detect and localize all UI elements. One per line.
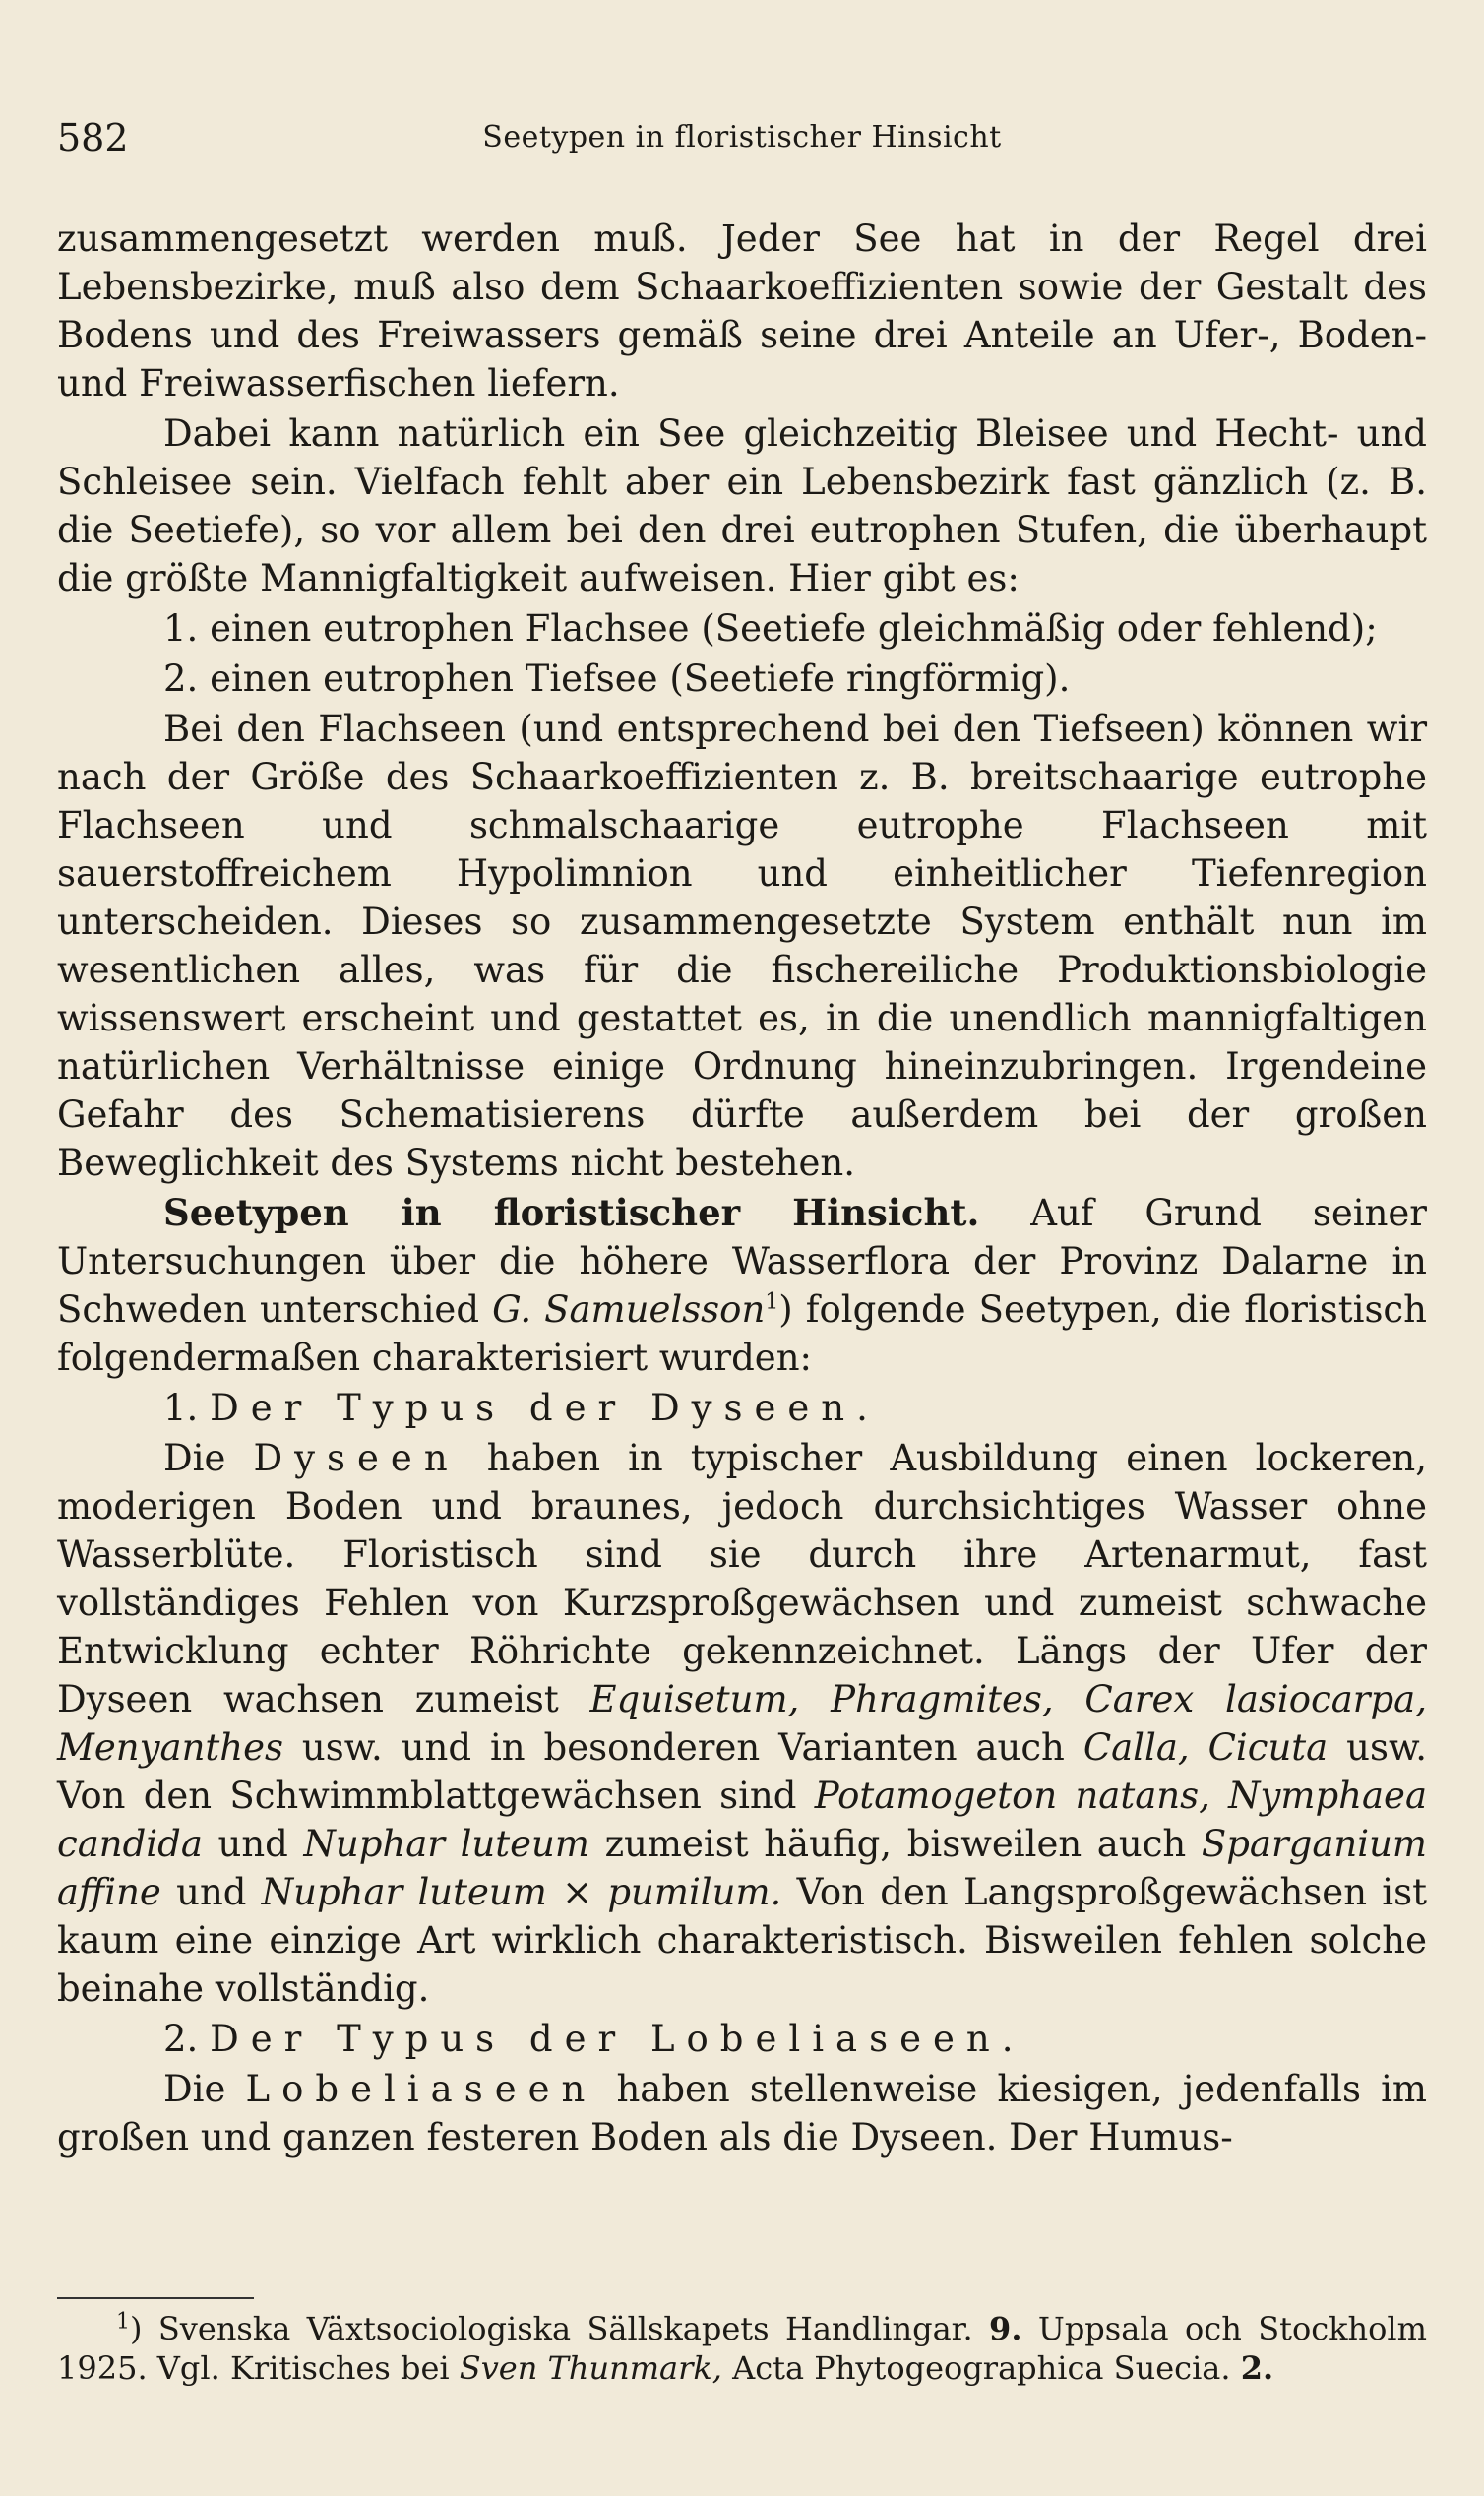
type-title: Der Typus der Dyseen. [210, 1387, 880, 1429]
text-run: Die [163, 1437, 254, 1479]
text-run: Uppsala och Stockholm 1925. Vgl. Kritisches bei [57, 2310, 1428, 2387]
footnote-divider [57, 2297, 254, 2299]
paragraph: Dabei kann natürlich ein See gleichzeitig Bleisee und Hecht- und Schleisee sein. Vielfach fehlt aber ein Lebensbezirk fast gänzlich (z. B. die Seetiefe), so vor allem bei den drei eutrophen Stufen, die überhaupt die größte Mannigfaltigkeit aufweisen. Hier gibt es: [57, 412, 1427, 599]
author-name: Sven Thunmark, [459, 2349, 722, 2387]
main-text [57, 215, 1427, 2163]
text-run: und [202, 1823, 304, 1865]
species-names: Equisetum, Phragmites, Carex lasiocarpa, Menyanthes [57, 1678, 1427, 1769]
paragraph [57, 2065, 1427, 2161]
subheading [57, 1384, 1427, 1432]
text-run: Die [163, 2068, 246, 2110]
text-run: usw. Von den Schwimmblattgewächsen sind [57, 1726, 1427, 1817]
paragraph [57, 1434, 1427, 2013]
species-names: Sparganium affine [57, 1823, 1427, 1913]
paragraph: Bei den Flachseen (und entsprechend bei den Tiefseen) können wir nach der Größe des Schaarkoeffizienten z. B. breitschaarige eutrophe Flachseen und schmalschaarige eutrophe Flachseen mit sauerstoffreichem Hypolimnion und einheitlicher Tiefenregion unterscheiden. Dieses so zusammengesetzte System enthält nun im wesentlichen alles, was für die fischereiliche Produktionsbiologie wissenswert erscheint und gestattet es, in die unendlich mannigfaltigen natürlichen Verhältnisse einige Ordnung hineinzubringen. Irgendeine Gefahr des Schematisierens dürfte außerdem bei der großen Beweglichkeit des Systems nicht bestehen. [57, 708, 1427, 1184]
list-item: 1. einen eutrophen Flachsee (Seetiefe gleichmäßig oder fehlend); [163, 607, 1378, 650]
paragraph: zusammengesetzt werden muß. Jeder See hat in der Regel drei Lebensbezirke, muß also dem Schaarkoeffizienten sowie der Gestalt des Bodens und des Freiwassers gemäß seine drei Anteile an Ufer-, Boden- und Freiwasserfischen liefern. [57, 218, 1427, 405]
subheading [57, 2015, 1427, 2063]
text-run: zumeist häufig, bisweilen auch [588, 1823, 1202, 1865]
list-item: 2. einen eutrophen Tiefsee (Seetiefe ringförmig). [163, 657, 1071, 700]
section-heading: Seetypen in floristischer Hinsicht. [163, 1191, 980, 1234]
item-number: 1. [163, 1387, 211, 1429]
text-run: ) Svenska Växtsociologiska Sällskapets Handlingar. [130, 2310, 990, 2347]
species-names: Calla, Cicuta [1082, 1726, 1329, 1769]
text-run: Von den Langsproßgewächsen ist kaum eine einzige Art wirklich charakteristisch. Bisweilen fehlen solche beinahe vollständig. [57, 1871, 1427, 2010]
text-run: Acta Phytogeographica Suecia. [721, 2349, 1241, 2387]
running-head: Seetypen in floristischer Hinsicht [482, 120, 1002, 155]
text-run: und [160, 1871, 262, 1913]
footnote-marker: 1 [116, 2309, 130, 2335]
text-run: haben in typischer Ausbildung einen lockeren, moderigen Boden und braunes, jedoch durchsichtiges Wasser ohne Wasserblüte. Floristisch sind sie durch ihre Artenarmut, fast vollständiges Fehlen von Kurzsproßgewächsen und zumeist schwache Entwicklung echter Röhrichte gekennzeichnet. Längs der Ufer der Dyseen wachsen zumeist [57, 1437, 1427, 1720]
spaced-term: Lobeliaseen [245, 2068, 597, 2110]
text-run: ) folgende Seetypen, die floristisch folgendermaßen charakterisiert wurden: [57, 1288, 1427, 1379]
text-run: Auf Grund seiner Untersuchungen über die höhere Wasserflora der Provinz Dalarne in Schweden unterschied [57, 1192, 1427, 1331]
footnote-ref: 1 [765, 1289, 779, 1315]
paragraph [57, 1189, 1427, 1382]
species-names: Nuphar luteum [303, 1823, 589, 1865]
text-run: haben stellenweise kiesigen, jedenfalls im großen und ganzen festeren Boden als die Dyseen. Der Humus- [57, 2068, 1428, 2158]
volume-number: 2. [1240, 2349, 1274, 2387]
spaced-term: Dyseen [253, 1437, 460, 1479]
volume-number: 9. [989, 2310, 1022, 2347]
type-title: Der Typus der Lobeliaseen. [210, 2018, 1025, 2060]
author-name: G. Samuelsson [492, 1288, 766, 1331]
item-number: 2. [163, 2018, 211, 2060]
footnote [57, 2309, 1427, 2388]
page-number: 582 [57, 116, 129, 159]
species-names: Potamogeton natans, Nymphaea candida [57, 1775, 1428, 1865]
species-names: Nuphar luteum × pumilum. [261, 1871, 782, 1913]
page-header [57, 116, 1427, 165]
text-run: usw. und in besonderen Varianten auch [283, 1726, 1083, 1769]
footnotes [57, 2309, 1427, 2388]
